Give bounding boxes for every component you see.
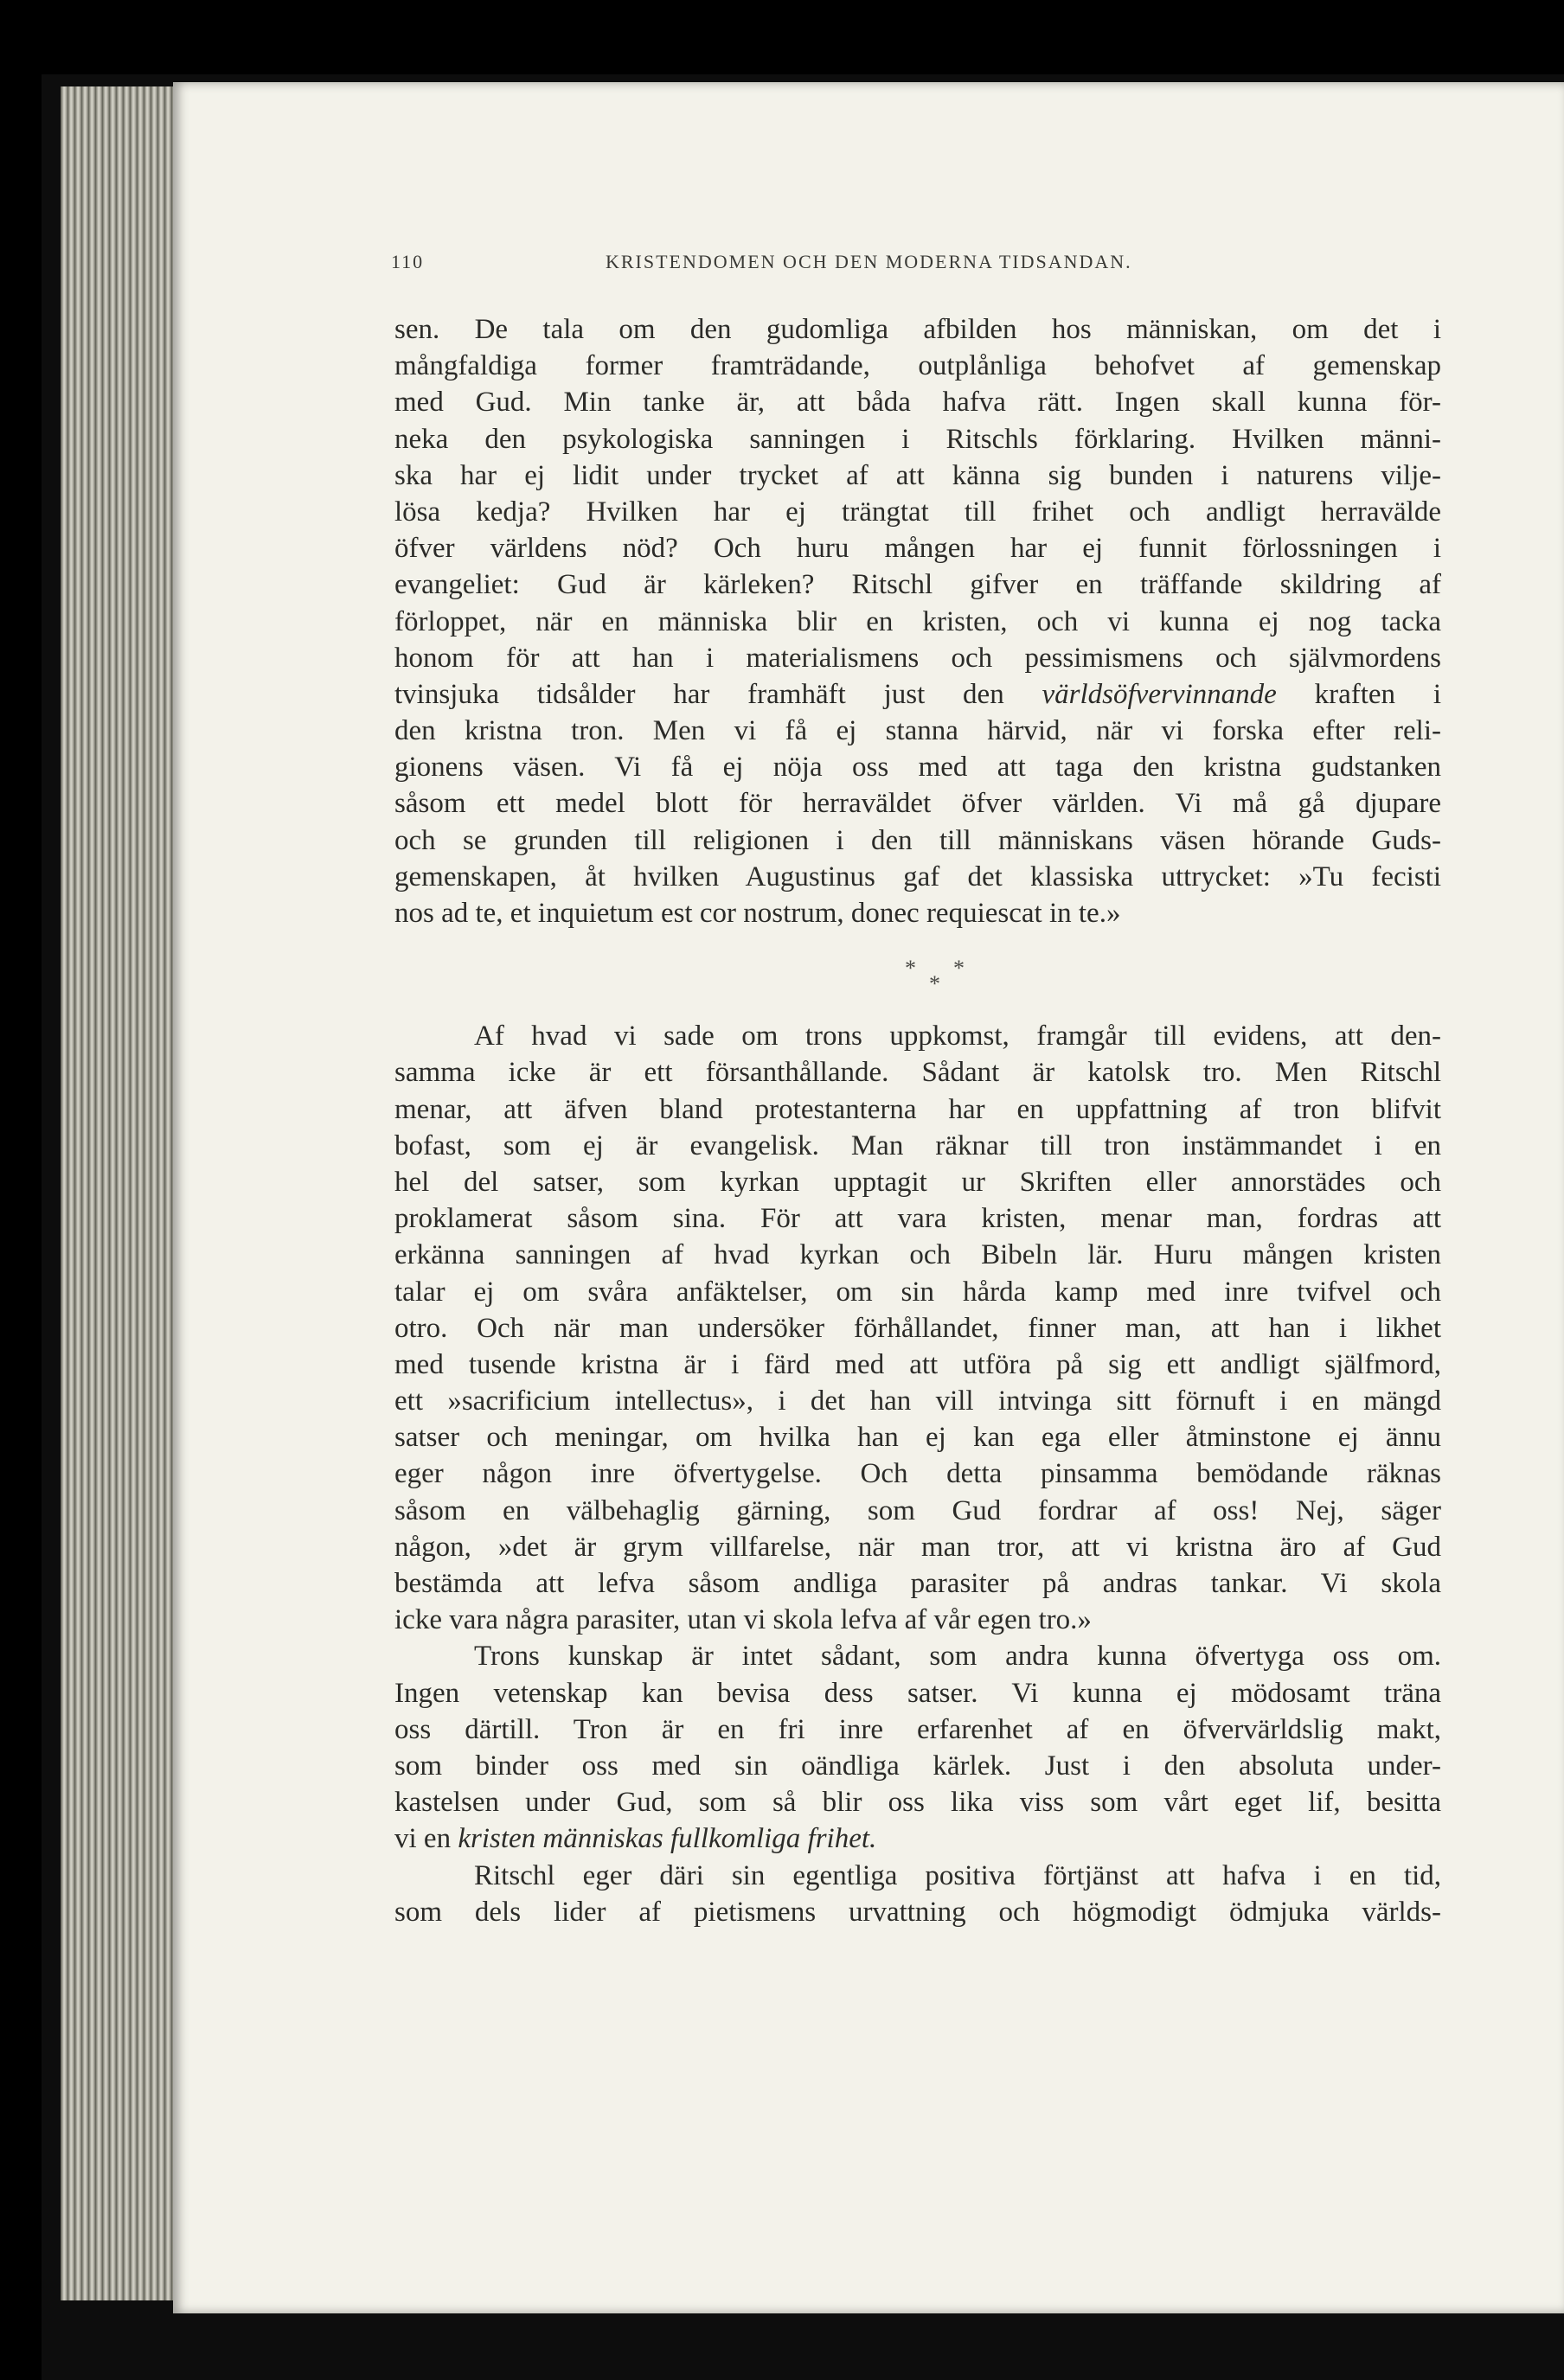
text-line: bestämda att lefva såsom andliga parasiter på andras tankar. Vi skola xyxy=(394,1568,1441,1599)
text-line: såsom en välbehaglig gärning, som Gud fordrar af oss! Nej, säger xyxy=(394,1494,1441,1526)
text-line: talar ej om svåra anfäktelser, om sin hårda kamp med inre tvifvel och xyxy=(394,1276,1441,1308)
text-line: satser och meningar, om hvilka han ej kan ega eller åtminstone ej ännu xyxy=(394,1422,1441,1454)
text-line: ett »sacrificium intellectus», i det han vill intvinga sitt förnuft i en mängd xyxy=(394,1385,1441,1417)
body-text xyxy=(394,311,1441,1930)
text-line: Trons kunskap är intet sådant, som andra kunna öfvertyga oss om. xyxy=(474,1641,1441,1673)
text-line xyxy=(394,676,1441,713)
text-line: gionens väsen. Vi få ej nöja oss med att taga den kristna gudstanken xyxy=(394,752,1441,784)
section-separator xyxy=(394,931,1441,1001)
text-line: och se grunden till religionen i den till människans väsen hörande Guds- xyxy=(394,824,1441,856)
text-line: med Gud. Min tanke är, att båda hafva rätt. Ingen skall kunna för- xyxy=(394,387,1441,419)
text-line: öfver världens nöd? Och huru mången har ej funnit förlossningen i xyxy=(394,533,1441,565)
text-line: proklamerat såsom sina. För att vara kristen, menar man, fordras att xyxy=(394,1203,1441,1235)
asterisk: * xyxy=(905,956,916,982)
text-segment: kraften i xyxy=(1314,678,1442,710)
text-line: som dels lider af pietismens urvattning och högmodigt ödmjuka världs- xyxy=(394,1896,1441,1928)
text-line: gemenskapen, åt hvilken Augustinus gaf det klassiska uttrycket: »Tu fecisti xyxy=(394,861,1441,892)
page-number: 110 xyxy=(391,251,425,272)
text-line: mångfaldiga former framträdande, outplånliga behofvet af gemenskap xyxy=(394,350,1441,382)
text-line: sen. De tala om den gudomliga afbilden hos människan, om det i xyxy=(394,314,1441,345)
book-page-edges xyxy=(61,86,190,2300)
text-line: bofast, som ej är evangelisk. Man räknar till tron instämmandet i en xyxy=(394,1129,1441,1161)
text-line: någon, »det är grym villfarelse, när man tror, att vi kristna äro af Gud xyxy=(394,1531,1441,1563)
text-line: eger någon inre öfvertygelse. Och detta pinsamma bemödande räknas xyxy=(394,1458,1441,1490)
text-line: Ingen vetenskap kan bevisa dess satser. Vi kunna ej mödosamt träna xyxy=(394,1677,1441,1709)
text-line: med tusende kristna är i färd med att utföra på sig ett andligt själfmord, xyxy=(394,1348,1441,1380)
paragraph-1 xyxy=(394,311,1441,931)
paragraph-2 xyxy=(394,1018,1441,1638)
text-line: Ritschl eger däri sin egentliga positiva förtjänst att hafva i en tid, xyxy=(474,1859,1441,1891)
text-line: honom för att han i materialismens och pessimismens och självmordens xyxy=(394,642,1441,674)
text-line: såsom ett medel blott för herraväldet öfver världen. Vi må gå djupare xyxy=(394,788,1441,820)
asterisk: * xyxy=(953,956,965,982)
running-title: KRISTENDOMEN OCH DEN MODERNA TIDSANDAN. xyxy=(606,251,1132,272)
text-line: som binder oss med sin oändliga kärlek. Just i den absoluta under- xyxy=(394,1750,1441,1782)
text-line: lösa kedja? Hvilken har ej trängtat till frihet och andligt herravälde xyxy=(394,496,1441,528)
text-line: nos ad te, et inquietum est cor nostrum, donec requiescat in te.» xyxy=(394,898,1121,929)
text-line: oss därtill. Tron är en fri inre erfarenhet af en öfvervärldslig makt, xyxy=(394,1713,1441,1745)
text-line: kastelsen under Gud, som så blir oss lika viss som vårt eget lif, besitta xyxy=(394,1787,1441,1819)
asterisk: * xyxy=(929,971,940,997)
text-line: den kristna tron. Men vi få ej stanna härvid, när vi forska efter reli- xyxy=(394,715,1441,747)
text-line: Af hvad vi sade om trons uppkomst, framgår till evidens, att den- xyxy=(474,1020,1441,1052)
text-line: förloppet, när en människa blir en kristen, och vi kunna ej nog tacka xyxy=(394,605,1441,637)
emphasis-text: världsöfvervinnande xyxy=(1042,678,1277,710)
paragraph-3 xyxy=(394,1638,1441,1857)
text-line: hel del satser, som kyrkan upptagit ur Skriften eller annorstädes och xyxy=(394,1166,1441,1198)
text-segment: tvinsjuka tidsålder har framhäft just den xyxy=(394,678,1004,710)
text-line xyxy=(394,1820,1441,1857)
text-line: icke vara några parasiter, utan vi skola lefva af vår egen tro.» xyxy=(394,1604,1092,1636)
text-line: ska har ej lidit under trycket af att känna sig bunden i naturens vilje- xyxy=(394,459,1441,491)
text-line: otro. Och när man undersöker förhållandet, finner man, att han i likhet xyxy=(394,1312,1441,1344)
emphasis-text: kristen människas fullkomliga frihet. xyxy=(458,1823,877,1855)
running-header xyxy=(391,251,1239,285)
text-line: evangeliet: Gud är kärleken? Ritschl gifver en träffande skildring af xyxy=(394,569,1441,601)
text-line: erkänna sanningen af hvad kyrkan och Bibeln lär. Huru mången kristen xyxy=(394,1239,1441,1271)
text-line: neka den psykologiska sanningen i Ritschls förklaring. Hvilken männi- xyxy=(394,423,1441,455)
text-line: samma icke är ett försanthållande. Sådant är katolsk tro. Men Ritschl xyxy=(394,1057,1441,1089)
text-line: menar, att äfven bland protestanterna har en uppfattning af tron blifvit xyxy=(394,1093,1441,1125)
text-segment: vi en xyxy=(394,1823,452,1855)
paragraph-4 xyxy=(394,1858,1441,1930)
